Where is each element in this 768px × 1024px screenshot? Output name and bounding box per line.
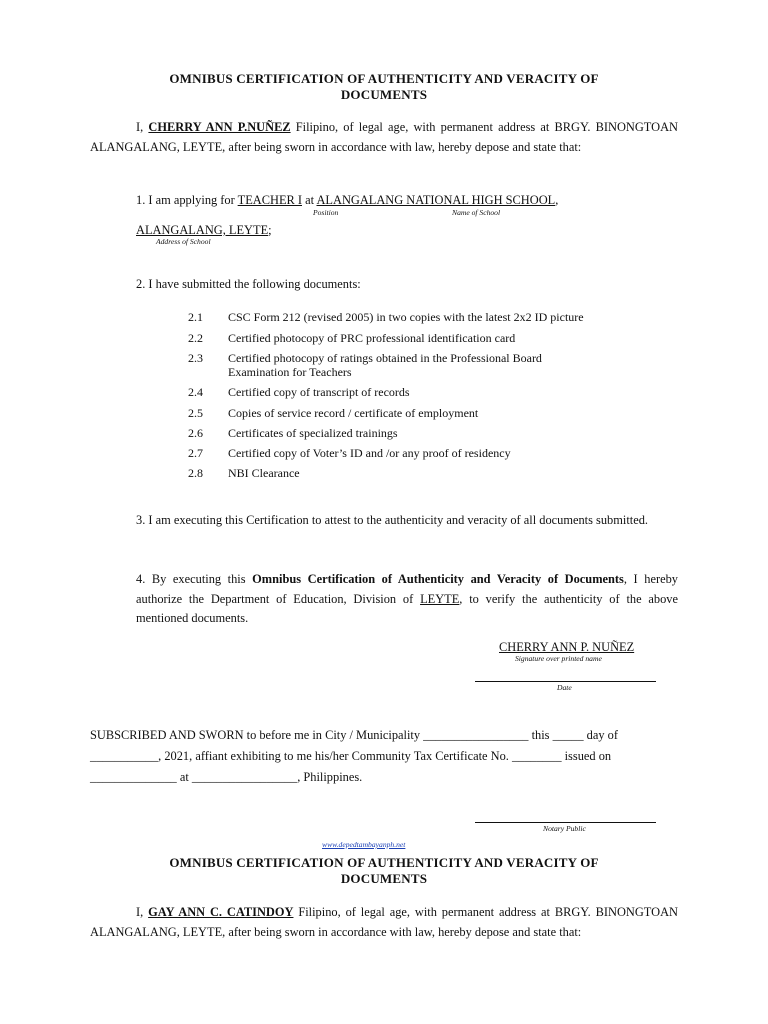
- item-2: 2. I have submitted the following documents:: [136, 277, 361, 291]
- document-item: Certified copy of transcript of records: [228, 385, 410, 399]
- signatory-name: CHERRY ANN P. NUÑEZ: [499, 640, 635, 654]
- document-number: 2.8: [188, 466, 203, 480]
- intro-paragraph-2: I, GAY ANN C. CATINDOY Filipino, of legal age, with permanent address at BRGY. BINONGTOAN ALANGALANG, LEYTE, after being sworn in accordance with law, hereby depose and state that:: [90, 905, 678, 939]
- position-value: TEACHER I: [237, 193, 302, 207]
- signature-caption: Signature over printed name: [515, 654, 602, 663]
- document-item: Certificates of specialized trainings: [228, 426, 398, 440]
- document-item: Copies of service record / certificate of employment: [228, 406, 479, 420]
- position-caption: Position: [313, 208, 339, 217]
- document-number: 2.4: [188, 385, 203, 399]
- watermark-link[interactable]: www.depedtambayanph.net: [322, 840, 406, 849]
- subscribed-line-1: SUBSCRIBED AND SWORN to before me in City / Municipality _________________ this _____ day of: [90, 728, 618, 742]
- school-caption: Name of School: [452, 208, 501, 217]
- intro-paragraph: I, CHERRY ANN P.NUÑEZ Filipino, of legal age, with permanent address at BRGY. BINONGTOAN ALANGALANG, LEYTE, after being sworn in accordance with law, hereby depose and state that:: [90, 120, 678, 154]
- affiant-name-2: GAY ANN C. CATINDOY: [148, 905, 294, 919]
- title-line-2: DOCUMENTS: [340, 871, 428, 886]
- item-4: 4. By executing this Omnibus Certification of Authenticity and Veracity of Documents, I hereby authorize the Department of Education, Division of LEYTE, to verify the authenticity of the above mentioned documents.: [136, 572, 678, 625]
- document-item: Certified photocopy of ratings obtained in the Professional Board Examination for Teachers: [228, 351, 542, 379]
- notary-caption: Notary Public: [543, 824, 586, 833]
- document-number: 2.6: [188, 426, 203, 440]
- certificate-title: [90, 71, 678, 103]
- affiant-name: CHERRY ANN P.NUÑEZ: [148, 120, 291, 134]
- subscribed-line-3: ______________ at _________________, Philippines.: [90, 770, 363, 784]
- document-item: Certified copy of Voter’s ID and /or any proof of residency: [228, 446, 511, 460]
- school-address: ALANGALANG, LEYTE;: [136, 223, 272, 237]
- document-item: CSC Form 212 (revised 2005) in two copies with the latest 2x2 ID picture: [228, 310, 584, 324]
- date-caption: Date: [557, 683, 572, 692]
- title-line-1: OMNIBUS CERTIFICATION OF AUTHENTICITY AND VERACITY OF: [169, 71, 599, 86]
- title-line-1: OMNIBUS CERTIFICATION OF AUTHENTICITY AND VERACITY OF: [169, 855, 599, 870]
- school-value: ALANGALANG NATIONAL HIGH SCHOOL: [316, 193, 556, 207]
- title-line-2: DOCUMENTS: [340, 87, 428, 102]
- document-number: 2.3: [188, 351, 203, 365]
- address-caption: Address of School: [156, 237, 211, 246]
- division-value: LEYTE: [420, 591, 460, 606]
- date-line: [475, 681, 656, 682]
- document-number: 2.5: [188, 406, 203, 420]
- document-number: 2.1: [188, 310, 203, 324]
- subscribed-line-2: ___________, 2021, affiant exhibiting to me his/her Community Tax Certificate No. ________ issued on: [90, 749, 612, 763]
- item-1: 1. I am applying for TEACHER I at ALANGALANG NATIONAL HIGH SCHOOL,: [136, 193, 559, 207]
- certificate-title-2: [90, 855, 678, 887]
- document-number: 2.7: [188, 446, 203, 460]
- document-item: Certified photocopy of PRC professional identification card: [228, 331, 516, 345]
- document-number: 2.2: [188, 331, 203, 345]
- document-item: NBI Clearance: [228, 466, 300, 480]
- item-3: 3. I am executing this Certification to attest to the authenticity and veracity of all documents submitted.: [136, 513, 649, 527]
- notary-line: [475, 822, 656, 823]
- item-4-emphasis: Omnibus Certification of Authenticity and Veracity of Documents: [252, 572, 624, 586]
